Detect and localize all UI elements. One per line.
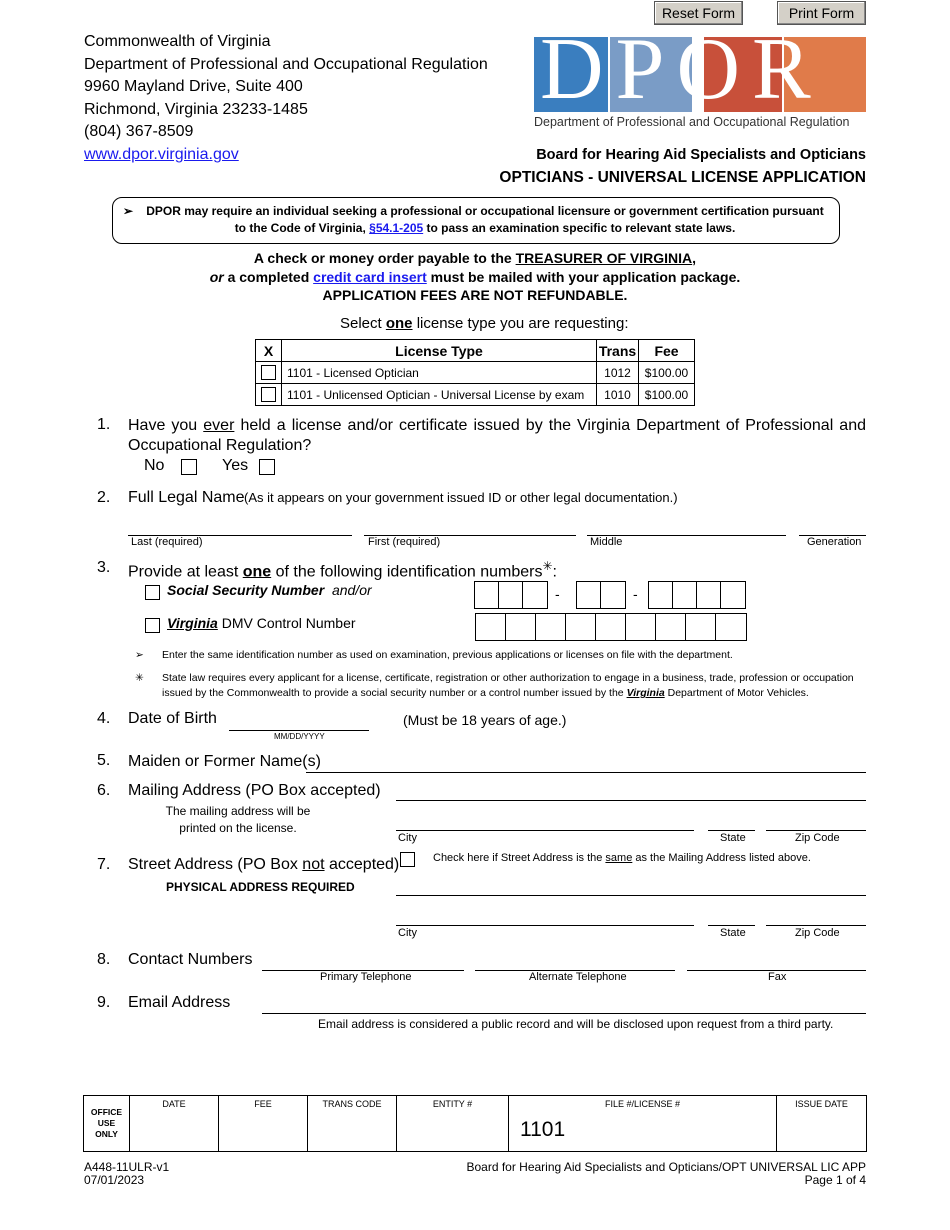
virginia-text: Virginia [167,615,218,631]
file-license-value: 1101 [520,1118,566,1141]
logo-caption: Department of Professional and Occupational Regulation [534,115,850,129]
former-name-field[interactable] [306,772,866,773]
note-2-text-a: State law requires every applicant for a license, certificate, registration or other authorization to engage in a business, trade, profession or occupation issued by the Commonwealth to provide a social security number or a control number issued by the [162,672,854,699]
treasurer-text: TREASURER OF VIRGINIA [515,250,693,266]
generation-label: Generation [807,536,862,548]
ssn-part-2[interactable] [576,581,626,609]
q6-sub-2: printed on the license. [179,821,297,835]
ssn-part-1[interactable] [474,581,548,609]
q1-text-c: held a license and/or certificate issued by the Virginia Department of Professional and Occupational Regulation? [128,417,867,454]
mailing-zip-field[interactable] [766,830,866,831]
agency-line-1: Commonwealth of Virginia [84,33,271,50]
select-cell [256,384,282,406]
exam-notice-box [112,197,840,244]
q1-text-a: Have you [128,417,204,434]
dmv-label [167,615,356,631]
same-text-b: same [605,852,633,864]
fee-cell: $100.00 [639,362,695,384]
licensed-optician-checkbox[interactable] [261,365,276,380]
q3-number: 3. [97,559,111,576]
refund-notice: APPLICATION FEES ARE NOT REFUNDABLE. [322,287,628,303]
form-date: 07/01/2023 [84,1173,145,1187]
dmv-checkbox[interactable] [145,618,160,633]
q6-sub-1: The mailing address will be [165,804,311,818]
reset-form-button[interactable]: Reset Form [654,1,743,25]
mailing-state-label: State [720,832,746,844]
select-prompt-one: one [385,315,413,332]
agency-line-2: Department of Professional and Occupational Regulation [84,55,488,73]
mailing-address-field[interactable] [396,800,866,801]
note-1: Enter the same identification number as used on examination, previous applications or licenses on file with the department. [162,649,733,661]
unlicensed-optician-checkbox[interactable] [261,387,276,402]
dob-format: MM/DD/YYYY [274,732,325,741]
office-label-2: USE [97,1118,116,1128]
q1-yes-label: Yes [222,457,249,474]
q6-number: 6. [97,782,111,799]
note-2 [162,671,867,701]
office-label-3: ONLY [95,1129,118,1139]
code-section-link[interactable]: §54.1-205 [369,221,424,235]
age-note: (Must be 18 years of age.) [403,712,567,728]
same-text-a: Check here if Street Address is the [433,852,606,864]
agency-line-4: Richmond, Virginia 23233-1485 [84,100,308,118]
q7-text-a: Street Address (PO Box [128,856,303,873]
q2-number: 2. [97,489,111,506]
q7-label [128,856,399,874]
payment-text: A check or money order payable to the [253,250,516,266]
note-2-virginia: Virginia [626,687,665,699]
select-prompt-a: Select [340,315,386,332]
select-cell [256,362,282,384]
payment-text-3: must be mailed with your application package. [426,269,741,285]
credit-card-insert-link[interactable]: credit card insert [313,269,427,285]
office-entity-cell: ENTITY # [397,1096,509,1152]
ssn-dash-1: - [555,586,560,602]
q1-text [128,416,866,456]
agency-address [84,31,488,167]
select-prompt [340,315,629,332]
q3-text-a: Provide at least [128,563,243,581]
agency-line-3: 9960 Mayland Drive, Suite 400 [84,78,303,96]
same-address-label [433,852,811,864]
note-2-text-c: Department of Motor Vehicles. [664,687,809,699]
street-city-field[interactable] [396,925,694,926]
ssn-dash-2: - [633,586,638,602]
street-state-label: State [720,927,746,939]
last-name-label: Last (required) [131,536,203,548]
col-x: X [256,340,282,362]
agency-website-link[interactable]: www.dpor.virginia.gov [84,145,239,163]
street-zip-field[interactable] [766,925,866,926]
mailing-city-label: City [398,832,417,844]
dob-field[interactable] [229,730,369,731]
q9-label: Email Address [128,994,231,1011]
dmv-control-number-field[interactable] [475,613,747,641]
q9-number: 9. [97,994,111,1011]
payment-text-2: a completed [223,269,314,285]
office-use-table [83,1095,867,1152]
note-2-bullet: ✳ [135,672,144,684]
notice-text-2: to pass an examination specific to relevant state laws. [423,221,736,235]
q7-number: 7. [97,856,111,873]
trans-cell: 1012 [597,362,639,384]
license-type-cell: 1101 - Unlicensed Optician - Universal License by exam [282,384,597,406]
or-text: or [209,269,224,285]
form-id: A448-11ULR-v1 [84,1160,170,1174]
asterisk-icon: ✳ [542,559,553,573]
note-1-bullet: ➢ [135,649,144,661]
q2-hint: (As it appears on your government issued ID or other legal documentation.) [244,490,678,505]
q4-number: 4. [97,710,111,727]
alternate-phone-label: Alternate Telephone [529,971,627,983]
notice-text-1: DPOR may require an individual seeking a professional or occupational licensure or government certification pursuant to the Code of Virginia, [146,204,824,235]
page-number: Page 1 of 4 [804,1173,866,1187]
ssn-text: Social Security Number [167,582,325,598]
mailing-state-field[interactable] [708,830,755,831]
footer-right [466,1161,866,1187]
form-title: OPTICIANS - UNIVERSAL LICENSE APPLICATION [499,169,866,186]
q3-one: one [242,563,272,581]
table-row [256,384,695,406]
street-address-field[interactable] [396,895,866,896]
col-trans: Trans [597,340,639,362]
first-name-label: First (required) [368,536,441,548]
email-field[interactable] [262,1013,866,1014]
q1-number: 1. [97,416,111,433]
q3-colon: : [552,563,557,581]
license-type-table [255,339,695,406]
board-name: Board for Hearing Aid Specialists and Opticians [536,147,866,163]
street-zip-label: Zip Code [795,927,840,939]
license-type-cell: 1101 - Licensed Optician [282,362,597,384]
col-fee: Fee [639,340,695,362]
middle-name-label: Middle [590,536,623,548]
same-address-checkbox[interactable] [400,852,415,867]
fax-label: Fax [768,971,787,983]
q6-sub [128,803,348,837]
q7-text-c: accepted) [324,856,400,873]
and-or-text: and/or [331,582,372,598]
office-fee-cell: FEE [219,1096,308,1152]
q4-label: Date of Birth [128,710,217,727]
same-text-c: as the Mailing Address listed above. [632,852,811,864]
footer-title: Board for Hearing Aid Specialists and Opticians/OPT UNIVERSAL LIC APP [466,1160,866,1174]
street-state-field[interactable] [708,925,755,926]
email-note: Email address is considered a public record and will be disclosed upon request from a third party. [318,1017,834,1031]
q5-number: 5. [97,752,111,769]
select-prompt-c: license type you are requesting: [412,315,629,332]
q1-no-label: No [144,457,165,474]
dmv-text: DMV Control Number [217,615,356,631]
logo-letters: DPOR [540,28,823,112]
mailing-city-field[interactable] [396,830,694,831]
q5-label: Maiden or Former Name(s) [128,753,321,770]
notice-arrow-icon: ➢ [123,204,134,218]
ssn-checkbox[interactable] [145,585,160,600]
trans-cell: 1010 [597,384,639,406]
q3-text-c: of the following identification numbers [271,563,543,581]
q6-label: Mailing Address (PO Box accepted) [128,782,381,799]
payment-line-2 [0,269,950,285]
ssn-part-3[interactable] [648,581,746,609]
q7-not: not [302,856,325,873]
office-use-only-label [84,1096,130,1152]
agency-phone: (804) 367-8509 [84,123,194,141]
mailing-zip-label: Zip Code [795,832,840,844]
col-license-type: License Type [282,340,597,362]
street-city-label: City [398,927,417,939]
office-date-cell: DATE [130,1096,219,1152]
physical-address-required: PHYSICAL ADDRESS REQUIRED [166,880,355,894]
q1-no-checkbox[interactable] [181,459,197,475]
office-trans-code-cell: TRANS CODE [308,1096,397,1152]
payment-line-1 [0,250,950,266]
office-issue-date-cell: ISSUE DATE [777,1096,867,1152]
q8-label: Contact Numbers [128,951,253,968]
q8-number: 8. [97,951,111,968]
fee-cell: $100.00 [639,384,695,406]
payment-comma: , [692,250,697,266]
q1-ever: ever [203,417,235,434]
primary-phone-label: Primary Telephone [320,971,412,983]
office-label-1: OFFICE [90,1107,123,1117]
file-license-header: FILE #/LICENSE # [604,1099,681,1109]
q3-text [128,559,557,581]
office-file-license-cell [509,1096,777,1152]
table-row [256,362,695,384]
table-header-row [256,340,695,362]
print-form-button[interactable]: Print Form [777,1,866,25]
footer-left [84,1161,169,1187]
ssn-label [167,582,372,598]
q2-label: Full Legal Name [128,489,245,506]
q1-yes-checkbox[interactable] [259,459,275,475]
